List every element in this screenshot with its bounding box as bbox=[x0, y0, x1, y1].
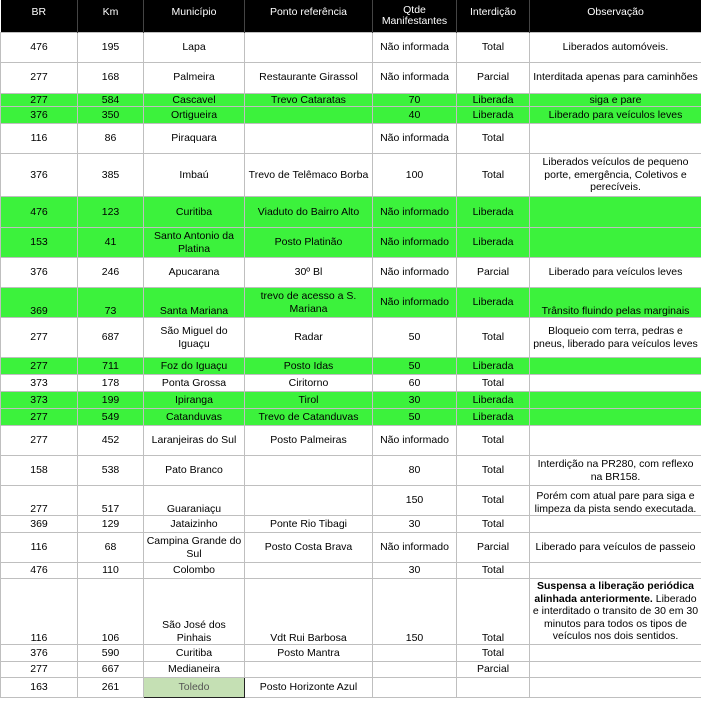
cell-municipio[interactable]: São Miguel do Iguaçu bbox=[144, 318, 245, 358]
cell-municipio[interactable]: Ipiranga bbox=[144, 392, 245, 409]
cell-qtde[interactable]: 30 bbox=[373, 516, 457, 533]
cell-ponto[interactable]: Trevo de Telêmaco Borba bbox=[245, 154, 373, 197]
cell-observacao[interactable] bbox=[530, 516, 701, 533]
cell-qtde[interactable]: Não informada bbox=[373, 124, 457, 154]
cell-br[interactable]: 277 bbox=[1, 662, 78, 678]
cell-br[interactable]: 116 bbox=[1, 533, 78, 563]
table-row bbox=[1, 358, 701, 375]
cell-municipio[interactable]: Santo Antonio da Platina bbox=[144, 228, 245, 258]
cell-municipio[interactable]: Lapa bbox=[144, 32, 245, 62]
cell-ponto[interactable]: Viaduto do Bairro Alto bbox=[245, 197, 373, 228]
cell-br[interactable]: 277 bbox=[1, 426, 78, 456]
table-row bbox=[1, 392, 701, 409]
cell-interdicao[interactable]: Liberada bbox=[457, 392, 530, 409]
cell-municipio[interactable]: Palmeira bbox=[144, 62, 245, 93]
cell-interdicao[interactable]: Total bbox=[457, 456, 530, 486]
cell-km[interactable]: 246 bbox=[78, 258, 144, 288]
cell-interdicao[interactable]: Liberada bbox=[457, 107, 530, 124]
cell-observacao[interactable]: Bloqueio com terra, pedras e pneus, liberado para veículos leves bbox=[530, 318, 701, 358]
cell-br[interactable]: 476 bbox=[1, 32, 78, 62]
cell-municipio[interactable]: Curitiba bbox=[144, 197, 245, 228]
cell-km[interactable]: 590 bbox=[78, 645, 144, 662]
cell-qtde[interactable] bbox=[373, 645, 457, 662]
cell-municipio[interactable]: Apucarana bbox=[144, 258, 245, 288]
cell-km[interactable]: 687 bbox=[78, 318, 144, 358]
cell-ponto[interactable]: Trevo de Catanduvas bbox=[245, 409, 373, 426]
cell-municipio[interactable]: Laranjeiras do Sul bbox=[144, 426, 245, 456]
cell-qtde[interactable]: Não informado bbox=[373, 258, 457, 288]
cell-municipio[interactable]: São José dos Pinhais bbox=[144, 579, 245, 645]
cell-observacao[interactable] bbox=[530, 409, 701, 426]
cell-observacao[interactable] bbox=[530, 662, 701, 678]
cell-br[interactable]: 373 bbox=[1, 375, 78, 392]
cell-km[interactable]: 68 bbox=[78, 533, 144, 563]
cell-municipio[interactable]: Imbaú bbox=[144, 154, 245, 197]
cell-qtde[interactable] bbox=[373, 678, 457, 698]
cell-km[interactable]: 350 bbox=[78, 107, 144, 124]
cell-ponto[interactable]: 30º Bl bbox=[245, 258, 373, 288]
cell-ponto[interactable] bbox=[245, 107, 373, 124]
table-row bbox=[1, 645, 701, 662]
cell-qtde[interactable]: 50 bbox=[373, 318, 457, 358]
cell-municipio[interactable]: Piraquara bbox=[144, 124, 245, 154]
cell-interdicao[interactable]: Total bbox=[457, 486, 530, 516]
cell-observacao[interactable]: Interdição na PR280, com reflexo na BR158. bbox=[530, 456, 701, 486]
cell-municipio[interactable]: Cascavel bbox=[144, 93, 245, 107]
cell-ponto[interactable]: Posto Idas bbox=[245, 358, 373, 375]
cell-ponto[interactable] bbox=[245, 456, 373, 486]
header-qtde-manifestantes[interactable]: Qtde Manifestantes bbox=[373, 0, 457, 32]
cell-qtde[interactable]: 60 bbox=[373, 375, 457, 392]
table-row bbox=[1, 409, 701, 426]
observacao-bold-text: Suspensa a liberação periódica alinhada anteriormente. bbox=[534, 580, 694, 605]
table-row bbox=[1, 197, 701, 228]
cell-interdicao[interactable]: Liberada bbox=[457, 228, 530, 258]
cell-interdicao[interactable]: Total bbox=[457, 318, 530, 358]
cell-km[interactable]: 86 bbox=[78, 124, 144, 154]
cell-km[interactable]: 41 bbox=[78, 228, 144, 258]
cell-km[interactable]: 711 bbox=[78, 358, 144, 375]
table-row bbox=[1, 563, 701, 579]
table-row bbox=[1, 32, 701, 62]
cell-km[interactable]: 195 bbox=[78, 32, 144, 62]
table-row bbox=[1, 533, 701, 563]
cell-observacao[interactable] bbox=[530, 563, 701, 579]
cell-interdicao[interactable]: Total bbox=[457, 426, 530, 456]
cell-interdicao[interactable]: Total bbox=[457, 375, 530, 392]
cell-observacao[interactable] bbox=[530, 228, 701, 258]
cell-ponto[interactable] bbox=[245, 563, 373, 579]
cell-interdicao[interactable] bbox=[457, 678, 530, 698]
cell-ponto[interactable]: Posto Platinão bbox=[245, 228, 373, 258]
cell-br[interactable]: 277 bbox=[1, 486, 78, 516]
cell-interdicao[interactable]: Total bbox=[457, 645, 530, 662]
cell-municipio[interactable]: Ortigueira bbox=[144, 107, 245, 124]
cell-municipio[interactable]: Colombo bbox=[144, 563, 245, 579]
cell-qtde[interactable]: Não informado bbox=[373, 228, 457, 258]
cell-km[interactable]: 73 bbox=[78, 288, 144, 318]
cell-interdicao[interactable]: Parcial bbox=[457, 533, 530, 563]
table-row bbox=[1, 456, 701, 486]
header-br[interactable]: BR bbox=[1, 0, 78, 32]
header-municipio[interactable]: Município bbox=[144, 0, 245, 32]
cell-observacao[interactable] bbox=[530, 375, 701, 392]
cell-km[interactable]: 584 bbox=[78, 93, 144, 107]
cell-br[interactable]: 369 bbox=[1, 288, 78, 318]
cell-ponto[interactable] bbox=[245, 32, 373, 62]
cell-qtde[interactable]: 80 bbox=[373, 456, 457, 486]
cell-municipio[interactable]: Campina Grande do Sul bbox=[144, 533, 245, 563]
cell-br[interactable]: 153 bbox=[1, 228, 78, 258]
cell-km[interactable]: 452 bbox=[78, 426, 144, 456]
cell-qtde[interactable]: Não informado bbox=[373, 426, 457, 456]
cell-km[interactable]: 129 bbox=[78, 516, 144, 533]
cell-qtde[interactable]: Não informado bbox=[373, 288, 457, 318]
cell-observacao[interactable]: Liberados veículos de pequeno porte, emergência, Coletivos e perecíveis. bbox=[530, 154, 701, 197]
cell-ponto[interactable] bbox=[245, 124, 373, 154]
cell-municipio[interactable]: Catanduvas bbox=[144, 409, 245, 426]
cell-br[interactable]: 158 bbox=[1, 456, 78, 486]
cell-br[interactable]: 376 bbox=[1, 107, 78, 124]
cell-ponto[interactable]: Tirol bbox=[245, 392, 373, 409]
cell-ponto[interactable]: Posto Costa Brava bbox=[245, 533, 373, 563]
cell-br[interactable]: 277 bbox=[1, 409, 78, 426]
table-row bbox=[1, 375, 701, 392]
table-row bbox=[1, 486, 701, 516]
cell-municipio[interactable]: Ponta Grossa bbox=[144, 375, 245, 392]
cell-interdicao[interactable]: Total bbox=[457, 154, 530, 197]
cell-qtde[interactable]: 70 bbox=[373, 93, 457, 107]
cell-ponto[interactable]: Vdt Rui Barbosa bbox=[245, 579, 373, 645]
cell-interdicao[interactable]: Parcial bbox=[457, 62, 530, 93]
cell-qtde[interactable] bbox=[373, 662, 457, 678]
cell-qtde[interactable]: Não informado bbox=[373, 197, 457, 228]
cell-qtde[interactable]: 150 bbox=[373, 579, 457, 645]
cell-interdicao[interactable]: Total bbox=[457, 32, 530, 62]
cell-ponto[interactable]: Posto Mantra bbox=[245, 645, 373, 662]
cell-qtde[interactable]: 40 bbox=[373, 107, 457, 124]
cell-qtde[interactable]: 100 bbox=[373, 154, 457, 197]
header-row bbox=[1, 0, 701, 32]
cell-ponto[interactable]: Posto Palmeiras bbox=[245, 426, 373, 456]
cell-ponto[interactable]: Posto Horizonte Azul bbox=[245, 678, 373, 698]
cell-observacao[interactable] bbox=[530, 358, 701, 375]
cell-qtde[interactable]: 50 bbox=[373, 409, 457, 426]
header-interdicao[interactable]: Interdição bbox=[457, 0, 530, 32]
cell-qtde[interactable]: 30 bbox=[373, 392, 457, 409]
cell-interdicao[interactable]: Parcial bbox=[457, 258, 530, 288]
table-body bbox=[1, 32, 701, 698]
cell-br[interactable]: 376 bbox=[1, 258, 78, 288]
cell-observacao[interactable]: Porém com atual pare para siga e limpeza da pista sendo executada. bbox=[530, 486, 701, 516]
table-row bbox=[1, 93, 701, 107]
cell-ponto[interactable]: trevo de acesso a S. Mariana bbox=[245, 288, 373, 318]
cell-br[interactable]: 116 bbox=[1, 124, 78, 154]
cell-qtde[interactable]: Não informada bbox=[373, 32, 457, 62]
cell-municipio[interactable]: Guaraniaçu bbox=[144, 486, 245, 516]
cell-interdicao[interactable]: Liberada bbox=[457, 358, 530, 375]
table-row bbox=[1, 107, 701, 124]
cell-interdicao[interactable]: Total bbox=[457, 516, 530, 533]
table-row bbox=[1, 228, 701, 258]
cell-km[interactable]: 123 bbox=[78, 197, 144, 228]
cell-km[interactable]: 549 bbox=[78, 409, 144, 426]
cell-observacao[interactable] bbox=[530, 678, 701, 698]
header-observacao[interactable]: Observação bbox=[530, 0, 701, 32]
table-row bbox=[1, 124, 701, 154]
cell-ponto[interactable]: Trevo Cataratas bbox=[245, 93, 373, 107]
cell-km[interactable]: 538 bbox=[78, 456, 144, 486]
cell-br[interactable]: 476 bbox=[1, 197, 78, 228]
cell-km[interactable]: 168 bbox=[78, 62, 144, 93]
cell-km[interactable]: 110 bbox=[78, 563, 144, 579]
cell-qtde[interactable]: Não informado bbox=[373, 533, 457, 563]
cell-br[interactable]: 376 bbox=[1, 154, 78, 197]
cell-observacao[interactable] bbox=[530, 645, 701, 662]
cell-observacao[interactable]: Liberado para veículos de passeio bbox=[530, 533, 701, 563]
cell-municipio[interactable]: Santa Mariana bbox=[144, 288, 245, 318]
cell-interdicao[interactable]: Liberada bbox=[457, 288, 530, 318]
cell-ponto[interactable] bbox=[245, 486, 373, 516]
cell-municipio[interactable]: Toledo bbox=[144, 678, 245, 698]
table-row bbox=[1, 662, 701, 678]
cell-br[interactable]: 116 bbox=[1, 579, 78, 645]
cell-observacao[interactable] bbox=[530, 124, 701, 154]
cell-qtde[interactable]: 50 bbox=[373, 358, 457, 375]
header-km[interactable]: Km bbox=[78, 0, 144, 32]
table-row bbox=[1, 62, 701, 93]
cell-br[interactable]: 277 bbox=[1, 62, 78, 93]
table-row bbox=[1, 678, 701, 698]
cell-km[interactable]: 106 bbox=[78, 579, 144, 645]
cell-qtde[interactable]: 30 bbox=[373, 563, 457, 579]
table-row bbox=[1, 318, 701, 358]
cell-interdicao[interactable]: Total bbox=[457, 124, 530, 154]
cell-br[interactable]: 277 bbox=[1, 318, 78, 358]
cell-km[interactable]: 385 bbox=[78, 154, 144, 197]
cell-ponto[interactable]: Radar bbox=[245, 318, 373, 358]
header-ponto-referencia[interactable]: Ponto referência bbox=[245, 0, 373, 32]
cell-municipio[interactable]: Jataizinho bbox=[144, 516, 245, 533]
table-row bbox=[1, 258, 701, 288]
cell-observacao[interactable] bbox=[530, 426, 701, 456]
cell-qtde[interactable]: Não informada bbox=[373, 62, 457, 93]
cell-interdicao[interactable]: Liberada bbox=[457, 197, 530, 228]
table-row bbox=[1, 579, 701, 645]
observacao-text: Liberado e interditado o transito de 30 em 30 minutos para todos os tipos de veículos nos dois sentidos. bbox=[532, 592, 699, 643]
cell-br[interactable]: 277 bbox=[1, 93, 78, 107]
cell-observacao[interactable]: Trânsito fluindo pelas marginais bbox=[530, 288, 701, 318]
cell-observacao[interactable]: siga e pare bbox=[530, 93, 701, 107]
cell-interdicao[interactable]: Total bbox=[457, 563, 530, 579]
cell-ponto[interactable] bbox=[245, 662, 373, 678]
cell-interdicao[interactable]: Liberada bbox=[457, 409, 530, 426]
cell-br[interactable]: 369 bbox=[1, 516, 78, 533]
cell-br[interactable]: 163 bbox=[1, 678, 78, 698]
cell-br[interactable]: 476 bbox=[1, 563, 78, 579]
cell-br[interactable]: 373 bbox=[1, 392, 78, 409]
cell-ponto[interactable]: Restaurante Girassol bbox=[245, 62, 373, 93]
cell-observacao[interactable]: Liberados automóveis. bbox=[530, 32, 701, 62]
cell-br[interactable]: 277 bbox=[1, 358, 78, 375]
cell-km[interactable]: 261 bbox=[78, 678, 144, 698]
cell-interdicao[interactable]: Total bbox=[457, 579, 530, 645]
cell-km[interactable]: 199 bbox=[78, 392, 144, 409]
cell-observacao[interactable] bbox=[530, 392, 701, 409]
cell-municipio[interactable]: Curitiba bbox=[144, 645, 245, 662]
table-row bbox=[1, 426, 701, 456]
cell-km[interactable]: 178 bbox=[78, 375, 144, 392]
cell-br[interactable]: 376 bbox=[1, 645, 78, 662]
cell-interdicao[interactable]: Parcial bbox=[457, 662, 530, 678]
cell-qtde[interactable]: 150 bbox=[373, 486, 457, 516]
cell-observacao[interactable]: Interditada apenas para caminhões bbox=[530, 62, 701, 93]
cell-km[interactable]: 667 bbox=[78, 662, 144, 678]
table-row bbox=[1, 516, 701, 533]
cell-km[interactable]: 517 bbox=[78, 486, 144, 516]
table-row bbox=[1, 154, 701, 197]
table-row bbox=[1, 288, 701, 318]
cell-municipio[interactable]: Pato Branco bbox=[144, 456, 245, 486]
cell-municipio[interactable]: Medianeira bbox=[144, 662, 245, 678]
cell-ponto[interactable]: Ciritorno bbox=[245, 375, 373, 392]
cell-observacao[interactable]: Liberado para veículos leves bbox=[530, 107, 701, 124]
cell-observacao[interactable] bbox=[530, 579, 701, 645]
cell-ponto[interactable]: Ponte Rio Tibagi bbox=[245, 516, 373, 533]
cell-municipio[interactable]: Foz do Iguaçu bbox=[144, 358, 245, 375]
cell-observacao[interactable]: Liberado para veículos leves bbox=[530, 258, 701, 288]
cell-observacao[interactable] bbox=[530, 197, 701, 228]
cell-interdicao[interactable]: Liberada bbox=[457, 93, 530, 107]
